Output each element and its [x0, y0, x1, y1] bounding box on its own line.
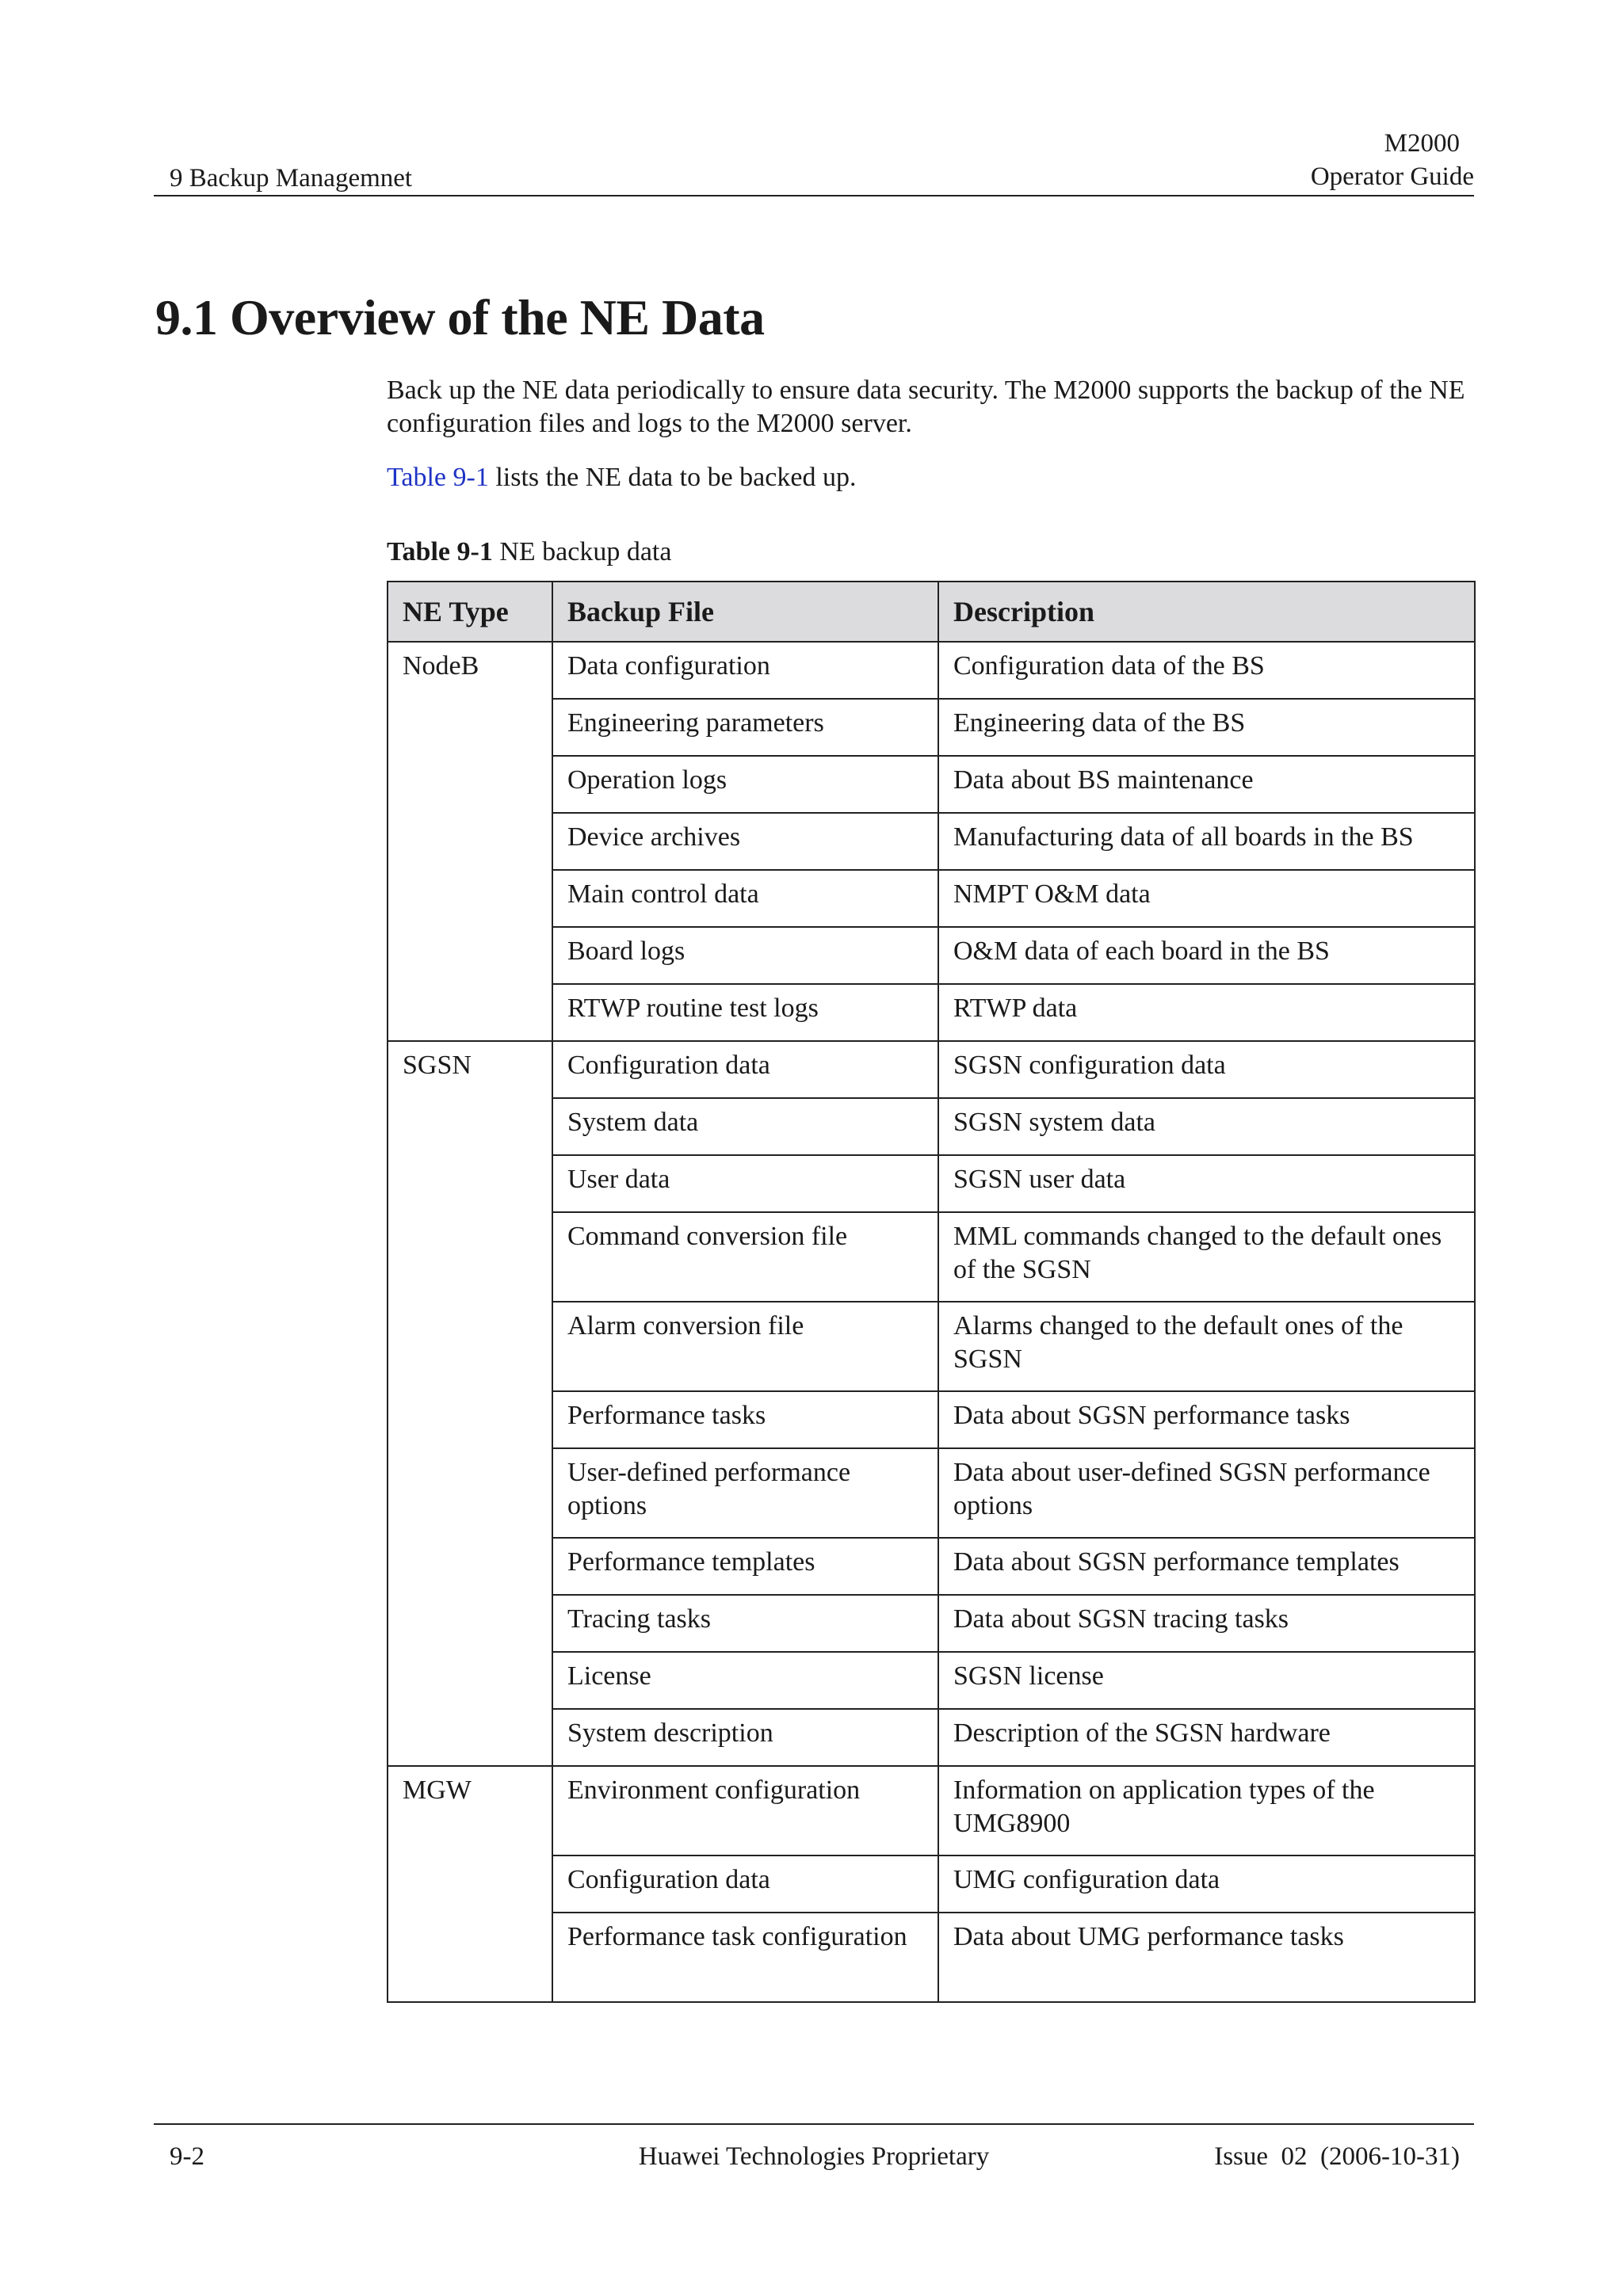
- description-cell: RTWP data: [938, 984, 1475, 1041]
- description-cell: Information on application types of the UMG8900: [938, 1766, 1475, 1855]
- backup-file-cell: System description: [552, 1709, 938, 1766]
- backup-file-cell: User data: [552, 1155, 938, 1212]
- backup-file-cell: Main control data: [552, 870, 938, 927]
- backup-file-cell: Configuration data: [552, 1041, 938, 1098]
- header-ne-type: NE Type: [388, 582, 552, 642]
- header-product: M2000: [1384, 129, 1460, 158]
- description-cell: Data about SGSN tracing tasks: [938, 1595, 1475, 1652]
- footer-issue: Issue 02 (2006-10-31): [1214, 2142, 1460, 2171]
- header-chapter: 9 Backup Managemnet: [170, 164, 413, 193]
- page-footer: [154, 2123, 1474, 2172]
- backup-file-cell: Tracing tasks: [552, 1595, 938, 1652]
- ne-backup-table: [387, 581, 1476, 2003]
- table-row: [388, 1766, 1475, 1855]
- footer-company: Huawei Technologies Proprietary: [638, 2142, 990, 2171]
- table-caption-label: Table 9-1: [387, 537, 493, 566]
- description-cell: Engineering data of the BS: [938, 699, 1475, 756]
- header-right: [1311, 127, 1474, 193]
- backup-file-cell: Board logs: [552, 927, 938, 984]
- table-caption-text: NE backup data: [492, 537, 672, 566]
- description-cell: Configuration data of the BS: [938, 642, 1475, 699]
- description-cell: Data about UMG performance tasks: [938, 1913, 1475, 2002]
- description-cell: Data about SGSN performance tasks: [938, 1391, 1475, 1448]
- description-cell: O&M data of each board in the BS: [938, 927, 1475, 984]
- backup-file-cell: System data: [552, 1098, 938, 1155]
- description-cell: Data about BS maintenance: [938, 756, 1475, 813]
- description-cell: Data about user-defined SGSN performance options: [938, 1448, 1475, 1538]
- backup-file-cell: Environment configuration: [552, 1766, 938, 1855]
- ne-type-cell: MGW: [388, 1766, 552, 2002]
- description-cell: Description of the SGSN hardware: [938, 1709, 1475, 1766]
- header-guide: Operator Guide: [1310, 162, 1474, 191]
- table-link[interactable]: Table 9-1: [387, 463, 489, 492]
- description-cell: Data about SGSN performance templates: [938, 1538, 1475, 1595]
- description-cell: MML commands changed to the default ones of the SGSN: [938, 1212, 1475, 1302]
- backup-file-cell: Configuration data: [552, 1855, 938, 1913]
- table-row: [388, 642, 1475, 699]
- backup-file-cell: Device archives: [552, 813, 938, 870]
- backup-file-cell: Performance task configuration: [552, 1913, 938, 2002]
- backup-file-cell: RTWP routine test logs: [552, 984, 938, 1041]
- header-description: Description: [938, 582, 1475, 642]
- ne-type-cell: NodeB: [388, 642, 552, 1041]
- description-cell: Alarms changed to the default ones of the SGSN: [938, 1302, 1475, 1391]
- table-row: [388, 1041, 1475, 1098]
- backup-file-cell: Command conversion file: [552, 1212, 938, 1302]
- description-cell: SGSN system data: [938, 1098, 1475, 1155]
- backup-file-cell: Data configuration: [552, 642, 938, 699]
- description-cell: SGSN license: [938, 1652, 1475, 1709]
- description-cell: NMPT O&M data: [938, 870, 1475, 927]
- backup-file-cell: Operation logs: [552, 756, 938, 813]
- intro-paragraph: Back up the NE data periodically to ensure data security. The M2000 supports the backup of the NE configuration files and logs to the M2000 server.: [387, 376, 1465, 438]
- table-reference-text: lists the NE data to be backed up.: [488, 463, 857, 492]
- backup-file-cell: Alarm conversion file: [552, 1302, 938, 1391]
- header-backup-file: Backup File: [552, 582, 938, 642]
- page-header: [154, 125, 1474, 196]
- table-header-row: [388, 582, 1475, 642]
- table-caption: [387, 537, 671, 567]
- backup-file-cell: Performance templates: [552, 1538, 938, 1595]
- section-title: 9.1 Overview of the NE Data: [155, 289, 765, 345]
- description-cell: SGSN user data: [938, 1155, 1475, 1212]
- description-cell: SGSN configuration data: [938, 1041, 1475, 1098]
- table-reference-paragraph: [387, 461, 1480, 494]
- footer-page-number: 9-2: [170, 2142, 204, 2171]
- description-cell: Manufacturing data of all boards in the BS: [938, 813, 1475, 870]
- backup-file-cell: Engineering parameters: [552, 699, 938, 756]
- backup-file-cell: License: [552, 1652, 938, 1709]
- ne-type-cell: SGSN: [388, 1041, 552, 1766]
- backup-file-cell: Performance tasks: [552, 1391, 938, 1448]
- description-cell: UMG configuration data: [938, 1855, 1475, 1913]
- backup-file-cell: User-defined performance options: [552, 1448, 938, 1538]
